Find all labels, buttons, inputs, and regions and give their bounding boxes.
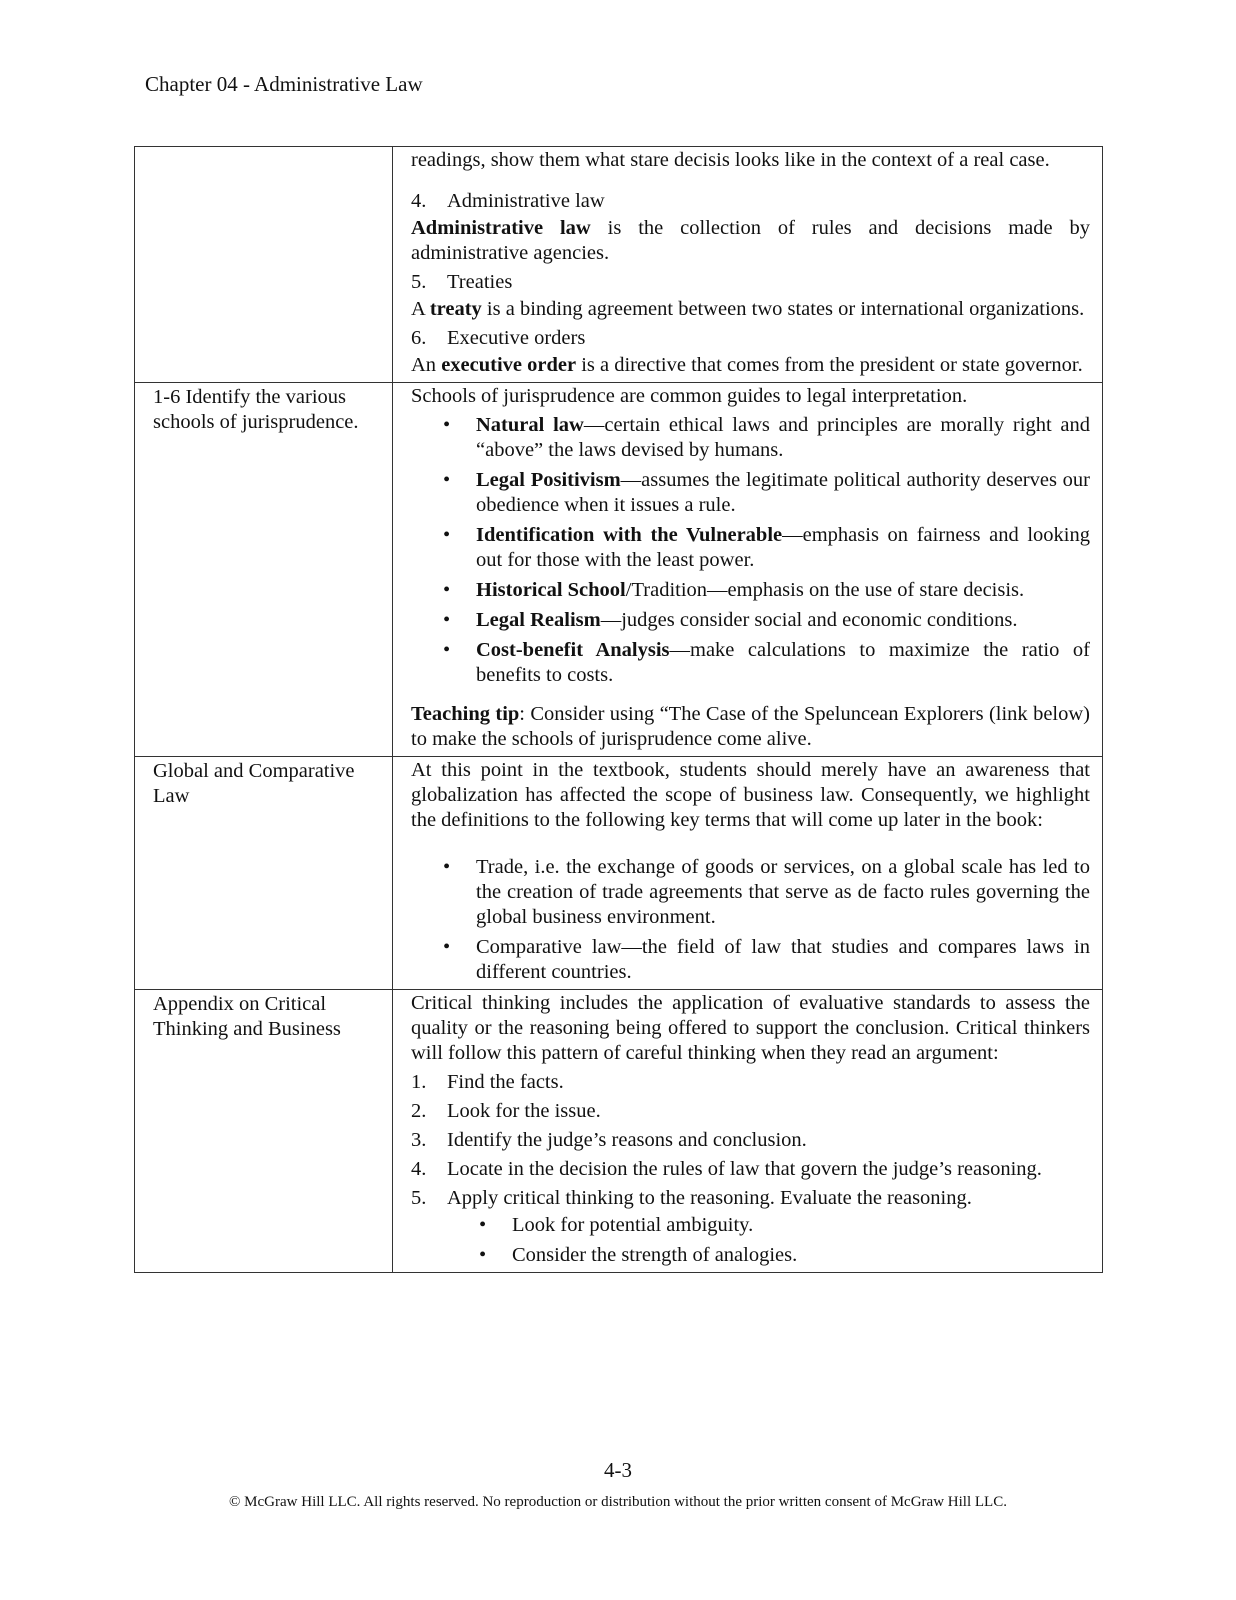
step-text: Apply critical thinking to the reasoning. Evaluate the reasoning. bbox=[447, 1187, 972, 1209]
tip-text: : Consider using “The Case of the Speluncean Explorers (link below) to make the schools of jurisprudence come alive. bbox=[411, 703, 1090, 750]
list-item bbox=[443, 638, 1090, 688]
list-text: Trade, i.e. the exchange of goods or services, on a global scale has led to the creation of trade agreements that serve as de facto rules governing the global business environment. bbox=[476, 856, 1090, 928]
lesson-table bbox=[134, 146, 1103, 1273]
list-item bbox=[443, 523, 1090, 573]
definition-text: is a directive that comes from the president or state governor. bbox=[576, 354, 1083, 376]
page-header: Chapter 04 - Administrative Law bbox=[145, 72, 423, 96]
numbered-step bbox=[411, 1157, 1090, 1182]
step-number: 3. bbox=[411, 1129, 427, 1151]
numbered-heading bbox=[411, 189, 1090, 214]
bullet-icon: • bbox=[443, 639, 451, 661]
content-cell bbox=[393, 383, 1103, 757]
item-title: Administrative law bbox=[447, 190, 605, 212]
bullet-list bbox=[411, 855, 1090, 985]
bullet-icon: • bbox=[443, 856, 451, 878]
table-row bbox=[135, 383, 1103, 757]
numbered-heading bbox=[411, 270, 1090, 295]
numbered-step bbox=[411, 1186, 1090, 1211]
list-text: —certain ethical laws and principles are morally right and “above” the laws devised by humans. bbox=[476, 414, 1091, 461]
step-number: 4. bbox=[411, 1158, 427, 1180]
step-text: Identify the judge’s reasons and conclusion. bbox=[447, 1129, 807, 1151]
item-title: Treaties bbox=[447, 271, 513, 293]
definition-text: is a binding agreement between two states or international organizations. bbox=[481, 298, 1085, 320]
content-cell bbox=[393, 990, 1103, 1273]
step-text: Find the facts. bbox=[447, 1071, 564, 1093]
term: Identification with the Vulnerable bbox=[476, 524, 783, 546]
objective-cell: 1-6 Identify the various schools of jurisprudence. bbox=[135, 383, 393, 757]
step-text: Look for the issue. bbox=[447, 1100, 601, 1122]
term: Natural law bbox=[476, 414, 584, 436]
objective-cell: Global and Comparative Law bbox=[135, 757, 393, 990]
page-number: 4-3 bbox=[604, 1458, 632, 1482]
numbered-step bbox=[411, 1070, 1090, 1095]
bullet-icon: • bbox=[443, 579, 451, 601]
table-row bbox=[135, 757, 1103, 990]
item-number: 6. bbox=[411, 327, 427, 349]
list-item bbox=[443, 935, 1090, 985]
list-text: Comparative law—the field of law that studies and compares laws in different countries. bbox=[476, 936, 1090, 983]
paragraph: readings, show them what stare decisis looks like in the context of a real case. bbox=[411, 149, 1050, 171]
step-number: 5. bbox=[411, 1187, 427, 1209]
list-text: —judges consider social and economic conditions. bbox=[600, 609, 1018, 631]
bullet-icon: • bbox=[443, 469, 451, 491]
list-item bbox=[443, 855, 1090, 930]
table-row bbox=[135, 147, 1103, 383]
list-text: —emphasis on fairness and looking out for those with the least power. bbox=[476, 524, 1090, 571]
bullet-icon: • bbox=[443, 609, 451, 631]
bullet-icon: • bbox=[443, 524, 451, 546]
numbered-step bbox=[411, 1128, 1090, 1153]
table-row bbox=[135, 990, 1103, 1273]
tip-label: Teaching tip bbox=[411, 703, 520, 725]
definition bbox=[411, 216, 1090, 266]
list-item bbox=[479, 1213, 1090, 1238]
teaching-tip bbox=[411, 702, 1090, 752]
list-item bbox=[443, 468, 1090, 518]
content-cell bbox=[393, 757, 1103, 990]
paragraph: At this point in the textbook, students should merely have an awareness that globalization has affected the scope of business law. Consequently, we highlight the definitions to the following key terms that will come up later in the book: bbox=[411, 759, 1090, 831]
list-item bbox=[443, 608, 1090, 633]
list-text: —make calculations to maximize the ratio of benefits to costs. bbox=[476, 639, 1090, 686]
sub-bullet-list bbox=[411, 1213, 1090, 1268]
term: executive order bbox=[441, 354, 577, 376]
bullet-icon: • bbox=[479, 1244, 487, 1266]
numbered-step bbox=[411, 1099, 1090, 1124]
objective-cell bbox=[135, 147, 393, 383]
bullet-list bbox=[411, 413, 1090, 688]
definition-text: is the collection of rules and decisions made by administrative agencies. bbox=[411, 217, 1090, 264]
list-text: /Tradition—emphasis on the use of stare decisis. bbox=[625, 579, 1025, 601]
step-number: 2. bbox=[411, 1100, 427, 1122]
term: Legal Realism bbox=[476, 609, 601, 631]
definition bbox=[411, 353, 1090, 378]
step-number: 1. bbox=[411, 1071, 427, 1093]
item-title: Executive orders bbox=[447, 327, 586, 349]
list-item bbox=[443, 578, 1090, 603]
paragraph: Schools of jurisprudence are common guides to legal interpretation. bbox=[411, 385, 968, 407]
definition-prefix: A bbox=[411, 298, 430, 320]
copyright-notice: © McGraw Hill LLC. All rights reserved. No reproduction or distribution without the prior written consent of McGraw Hill LLC. bbox=[229, 1494, 1007, 1510]
term: Legal Positivism bbox=[476, 469, 621, 491]
item-number: 5. bbox=[411, 271, 427, 293]
definition bbox=[411, 297, 1090, 322]
objective-cell: Appendix on Critical Thinking and Business bbox=[135, 990, 393, 1273]
numbered-heading bbox=[411, 326, 1090, 351]
list-text: Look for potential ambiguity. bbox=[512, 1214, 754, 1236]
list-text: Consider the strength of analogies. bbox=[512, 1244, 798, 1266]
term: treaty bbox=[429, 298, 482, 320]
list-item bbox=[479, 1243, 1090, 1268]
definition-prefix: An bbox=[411, 354, 442, 376]
bullet-icon: • bbox=[443, 936, 451, 958]
term: Administrative law bbox=[411, 217, 591, 239]
term: Cost-benefit Analysis bbox=[476, 639, 670, 661]
paragraph: Critical thinking includes the application of evaluative standards to assess the quality or the reasoning being offered to support the conclusion. Critical thinkers will follow this pattern of careful thinking when they read an argument: bbox=[411, 992, 1090, 1064]
list-text: —assumes the legitimate political authority deserves our obedience when it issues a rule. bbox=[476, 469, 1090, 516]
bullet-icon: • bbox=[443, 414, 451, 436]
list-item bbox=[443, 413, 1090, 463]
term: Historical School bbox=[476, 579, 626, 601]
bullet-icon: • bbox=[479, 1214, 487, 1236]
item-number: 4. bbox=[411, 190, 427, 212]
step-text: Locate in the decision the rules of law that govern the judge’s reasoning. bbox=[447, 1158, 1042, 1180]
content-cell bbox=[393, 147, 1103, 383]
